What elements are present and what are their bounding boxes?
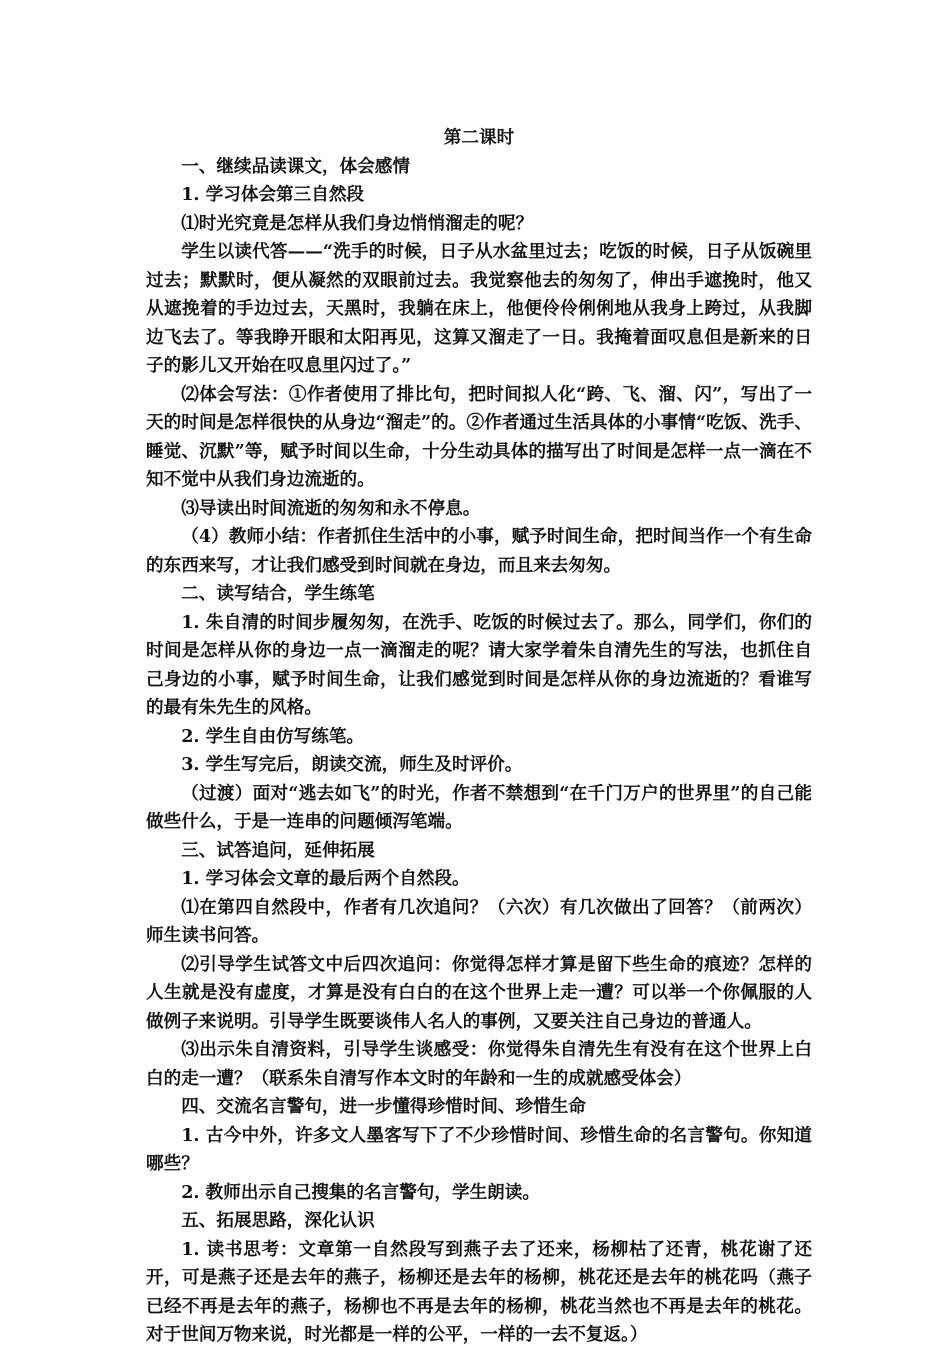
paragraph: ⑵体会写法：①作者使用了排比句，把时间拟人化“跨、飞、溜、闪”，写出了一天的时间是怎样很快的从身边“溜走”的。②作者通过生活具体的小事情“吃饭、洗手、睡觉、沉默”等，赋予时间以生命，十分生动具体的描写出了时间是怎样一点一滴在不知不觉中从我们身边流逝的。: [146, 383, 812, 490]
paragraph: （4）教师小结：作者抓住生活中的小事，赋予时间生命，把时间当作一个有生命的东西来写，才让我们感受到时间就在身边，而且来去匆匆。: [146, 526, 812, 576]
section-heading-5: 五、拓展思路，深化认识: [181, 1210, 375, 1231]
paragraph: ⑴时光究竟是怎样从我们身边悄悄溜走的呢？: [181, 212, 534, 234]
paragraph: 1. 读书思考：文章第一自然段写到燕子去了还来，杨柳枯了还青，桃花谢了还开，可是燕子还是去年的燕子，杨柳还是去年的杨柳，桃花还是去年的桃花吗（燕子已经不再是去年的燕子，杨柳也不再是去年的杨柳，桃花当然也不再是去年的桃花。对于世间万物来说，时光都是一样的公平，一样的一去不复返。）: [146, 1238, 812, 1345]
paragraph: ⑵引导学生试答文中后四次追问：你觉得怎样才算是留下些生命的痕迹？怎样的人生就是没有虚度，才算是没有白白的在这个世界上走一遭？可以举一个你佩服的人做例子来说明。引导学生既要谈伟人名人的事例，又要关注自己身边的普通人。: [146, 953, 812, 1032]
paragraph: 学生以读代答——“洗手的时候，日子从水盆里过去；吃饭的时候，日子从饭碗里过去；默默时，便从凝然的双眼前过去。我觉察他去的匆匆了，伸出手遮挽时，他又从遮挽着的手边过去，天黑时，我躺在床上，他便伶伶俐俐地从我身上跨过，从我脚边飞去了。等我睁开眼和太阳再见，这算又溜走了一日。我掩着面叹息但是新来的日子的影儿又开始在叹息里闪过了。”: [146, 241, 812, 376]
section-heading-3: 三、试答追问，延伸拓展: [181, 839, 375, 861]
section-heading-1: 一、继续品读课文，体会感情: [181, 155, 410, 177]
paragraph: 3. 学生写完后，朗读交流，师生及时评价。: [181, 754, 523, 775]
paragraph: ⑶出示朱自清资料，引导学生谈感受：你觉得朱自清先生有没有在这个世界上白白的走一遭？（联系朱自清写作本文时的年龄和一生的成就感受体会）: [146, 1039, 812, 1089]
paragraph: ⑴在第四自然段中，作者有几次追问？（六次）有几次做出了回答？（前两次）师生读书问答。: [146, 896, 812, 946]
paragraph: 1. 古今中外，许多文人墨客写下了不少珍惜时间、珍惜生命的名言警句。你知道哪些？: [146, 1124, 812, 1174]
paragraph: （过渡）面对“逃去如飞”的时光，作者不禁想到“在千门万户的世界里”的自己能做些什么，于是一连串的问题倾泻笔端。: [146, 782, 812, 832]
paragraph: ⑶导读出时间流逝的匆匆和永不停息。: [181, 497, 481, 519]
section-heading-2: 二、读写结合，学生练笔: [181, 583, 375, 604]
paragraph: 1. 学习体会文章的最后两个自然段。: [181, 868, 470, 889]
document-title: 第二课时: [443, 127, 515, 148]
paragraph: 2. 学生自由仿写练笔。: [181, 725, 365, 747]
document-page: [146, 124, 812, 1350]
section-heading-4: 四、交流名言警句，进一步懂得珍惜时间、珍惜生命: [181, 1096, 586, 1117]
paragraph: 1. 朱自清的时间步履匆匆，在洗手、吃饭的时候过去了。那么，同学们，你们的时间是怎样从你的身边一点一滴溜走的呢？请大家学着朱自清先生的写法，也抓住自己身边的小事，赋予时间生命，让我们感觉到时间是怎样从你的身边流逝的？看谁写的最有朱先生的风格。: [146, 611, 812, 718]
document-body: [146, 153, 812, 1350]
paragraph: 2. 教师出示自己搜集的名言警句，学生朗读。: [181, 1181, 540, 1203]
paragraph: 1. 学习体会第三自然段: [181, 184, 365, 205]
